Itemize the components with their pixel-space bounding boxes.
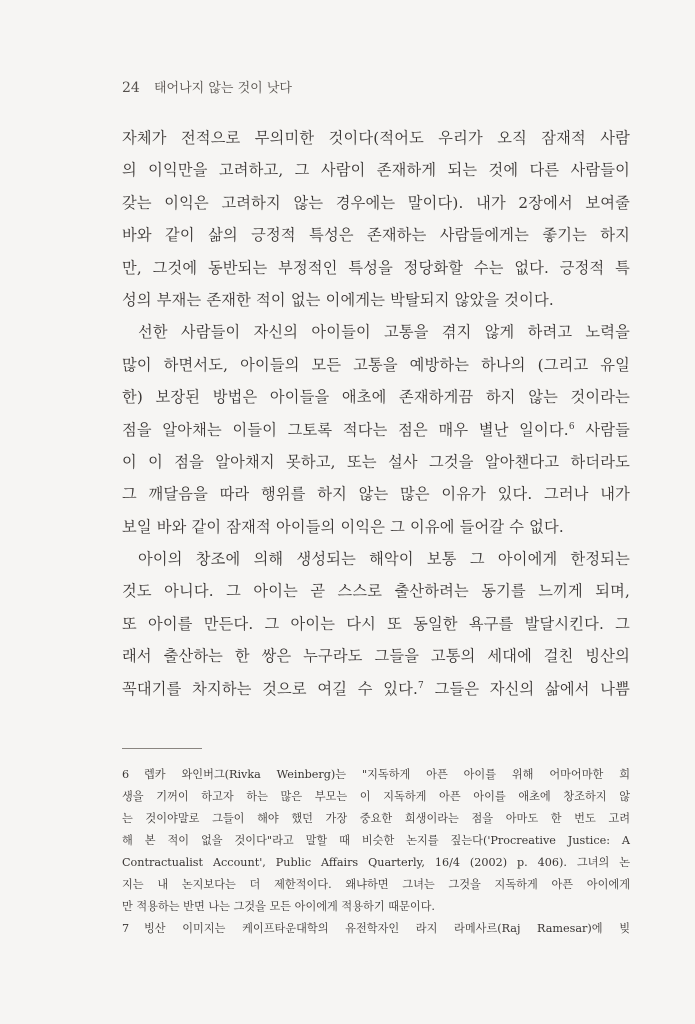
running-title: 태어나지 않는 것이 낫다 (153, 81, 292, 96)
footnote-ref-7[interactable]: 7 (418, 680, 424, 691)
footnote-line: 생을 기꺼이 하고자 하는 많은 부모는 이 지독하게 아픈 아이를 애초에 창조하지 않 (122, 790, 630, 803)
footnote-line: 해 본 적이 없을 것이다"라고 말할 때 비슷한 논지를 짚는다('Procreative Justice: A (122, 834, 630, 847)
footnote-text: 빙산 이미지는 케이프타운대학의 유전학자인 라지 라메사르(Raj Ramesar)에 빚 (144, 922, 630, 935)
text-line: 이 이 점을 알아채지 못하고, 또는 설사 그것을 알아챈다고 하더라도 (122, 452, 630, 471)
body-text (122, 122, 630, 705)
footnote-line: Contractualist Account', Public Affairs Quarterly, 16/4 (2002) p. 406). 그녀의 논 (122, 856, 630, 869)
text-line: 의 이익만을 고려하고, 그 사람이 존재하게 되는 것에 다른 사람들이 (122, 161, 630, 180)
text-fragment: 꼭대기를 차지하는 것으로 여길 수 있다. (122, 679, 419, 698)
footnote-ref-6[interactable]: 6 (568, 421, 575, 432)
footnote-line: 지는 내 논지보다는 더 제한적이다. 왜냐하면 그녀는 그것을 지독하게 아픈 아이에게 (122, 878, 630, 891)
footnote-text: 렙카 와인버그(Rivka Weinberg)는 "지독하게 아픈 아이를 위해 어마어마한 희 (144, 768, 630, 781)
footnote-number: 6 (122, 768, 130, 781)
text-line: 자체가 전적으로 무의미한 것이다(적어도 우리가 오직 잠재적 사람 (122, 129, 630, 147)
footnote-line: 는 것이야말로 그들이 해야 했던 가장 중요한 희생이라는 점을 아마도 한 번도 고려 (122, 812, 630, 825)
text-fragment: 그들은 자신의 삶에서 나쁨 (423, 679, 630, 698)
text-line: 갖는 이익은 고려하지 않는 경우에는 말이다). 내가 2장에서 보여줄 (122, 193, 630, 212)
footnotes (122, 764, 630, 940)
footnote-divider (122, 748, 202, 749)
text-line: 많이 하면서도, 아이들의 모든 고통을 예방하는 하나의 (그리고 유일 (122, 355, 630, 374)
text-line: 성의 부재는 존재한 적이 없는 이에게는 박탈되지 않았을 것이다. (122, 290, 554, 309)
text-line: 만, 그것에 동반되는 부정적인 특성을 정당화할 수는 없다. 긍정적 특 (122, 258, 630, 277)
footnote-line (122, 918, 630, 940)
footnote-line: 만 적용하는 반면 나는 그것을 모든 아이에게 적용하기 때문이다. (122, 900, 435, 913)
footnote-number: 7 (122, 922, 130, 935)
text-line (122, 673, 630, 705)
text-line: 그 깨달음을 따라 행위를 하지 않는 많은 이유가 있다. 그러나 내가 (122, 485, 630, 504)
text-line: 래서 출산하는 한 쌍은 누구라도 그들을 고통의 세대에 걸친 빙산의 (122, 647, 630, 666)
footnote-line (122, 764, 630, 786)
text-line: 선한 사람들이 자신의 아이들이 고통을 겪지 않게 하려고 노력을 (138, 323, 630, 342)
text-line: 아이의 창조에 의해 생성되는 해악이 보통 그 아이에게 한정되는 (138, 550, 630, 569)
text-fragment: 사람들 (574, 420, 630, 439)
page-number: 24 (122, 80, 140, 96)
running-header (122, 77, 292, 96)
text-line: 한) 보장된 방법은 아이들을 애초에 존재하게끔 하지 않는 것이라는 (122, 388, 630, 407)
text-fragment: 점을 알아채는 이들이 그토록 적다는 점은 매우 별난 일이다. (122, 420, 569, 439)
text-line: 보일 바와 같이 잠재적 아이들의 이익은 그 이유에 들어갈 수 없다. (122, 517, 564, 536)
text-line (122, 414, 630, 446)
text-line: 바와 같이 삶의 긍정적 특성은 존재하는 사람들에게는 좋기는 하지 (122, 226, 630, 245)
text-line: 또 아이를 만든다. 그 아이는 다시 또 동일한 욕구를 발달시킨다. 그 (122, 614, 630, 633)
text-line: 것도 아니다. 그 아이는 곧 스스로 출산하려는 동기를 느끼게 되며, (122, 582, 630, 601)
